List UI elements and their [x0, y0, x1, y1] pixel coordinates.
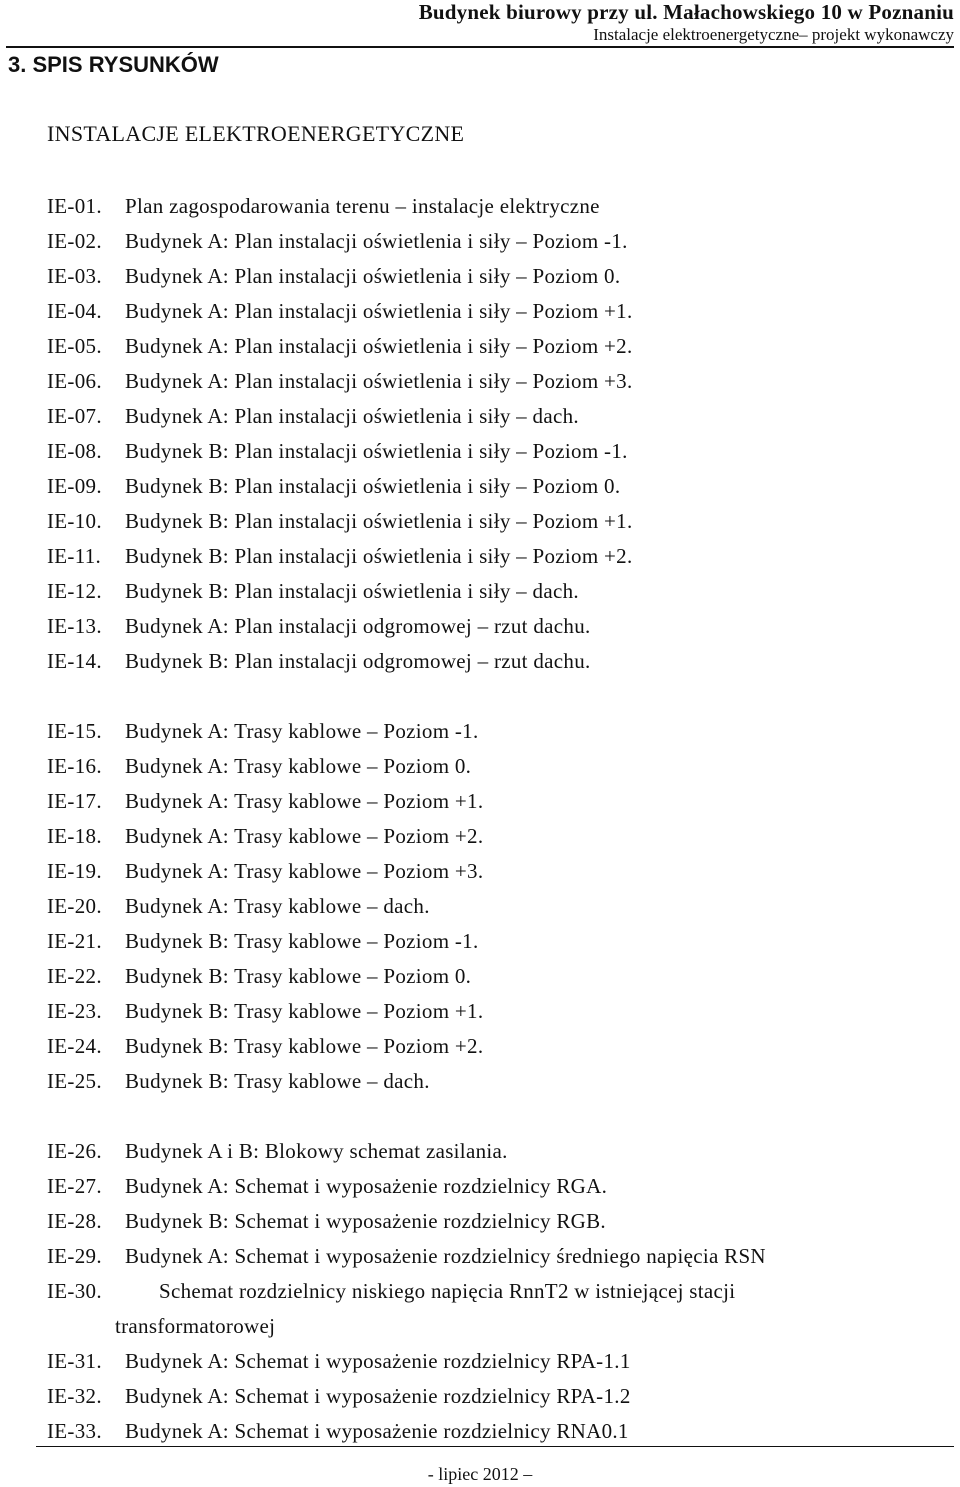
page-footer: - lipiec 2012 – — [427, 1464, 533, 1484]
drawing-list-item — [47, 259, 953, 294]
drawing-number: IE-26. — [47, 1139, 102, 1163]
drawing-list — [47, 189, 953, 1449]
drawing-title: Budynek A i B: Blokowy schemat zasilania. — [125, 1139, 508, 1163]
drawing-title: Budynek B: Trasy kablowe – Poziom -1. — [125, 929, 479, 953]
drawing-title: Budynek A: Plan instalacji odgromowej – rzut dachu. — [125, 614, 591, 638]
drawing-title: Budynek B: Plan instalacji odgromowej – rzut dachu. — [125, 649, 591, 673]
drawing-list-item — [47, 189, 953, 224]
drawing-title: Budynek A: Trasy kablowe – Poziom -1. — [125, 719, 479, 743]
drawing-number: IE-30. — [47, 1279, 102, 1303]
drawing-list-item — [47, 539, 953, 574]
drawing-number: IE-20. — [47, 894, 102, 918]
drawing-number: IE-07. — [47, 404, 102, 428]
section-title: 3. SPIS RYSUNKÓW — [8, 52, 219, 77]
footer-divider — [36, 1446, 954, 1447]
page-header — [0, 0, 954, 45]
drawing-title: Budynek B: Plan instalacji oświetlenia i siły – dach. — [125, 579, 579, 603]
drawing-title: Budynek A: Plan instalacji oświetlenia i siły – dach. — [125, 404, 579, 428]
drawing-title: Budynek A: Plan instalacji oświetlenia i siły – Poziom +1. — [125, 299, 633, 323]
drawing-number: IE-33. — [47, 1419, 102, 1443]
drawing-title: Budynek B: Trasy kablowe – Poziom +1. — [125, 999, 484, 1023]
list-heading: INSTALACJE ELEKTROENERGETYCZNE — [47, 121, 465, 146]
drawing-number: IE-10. — [47, 509, 102, 533]
drawing-title: Budynek A: Trasy kablowe – Poziom +1. — [125, 789, 484, 813]
drawing-title: Budynek A: Plan instalacji oświetlenia i siły – Poziom +3. — [125, 369, 633, 393]
drawing-title: Plan zagospodarowania terenu – instalacje elektryczne — [125, 194, 600, 218]
drawing-title: Budynek A: Schemat i wyposażenie rozdzielnicy średniego napięcia RSN — [125, 1244, 766, 1268]
drawing-title: Budynek A: Plan instalacji oświetlenia i siły – Poziom 0. — [125, 264, 621, 288]
drawing-number: IE-11. — [47, 544, 102, 568]
drawing-number: IE-15. — [47, 719, 102, 743]
drawing-list-item — [47, 784, 953, 819]
drawing-number: IE-13. — [47, 614, 102, 638]
drawing-number: IE-17. — [47, 789, 102, 813]
drawing-number: IE-31. — [47, 1349, 102, 1373]
drawing-list-item — [47, 819, 953, 854]
drawing-number: IE-18. — [47, 824, 102, 848]
drawing-list-item — [47, 574, 953, 609]
drawing-list-item — [47, 294, 953, 329]
drawing-list-item — [47, 889, 953, 924]
drawing-title: Budynek A: Trasy kablowe – Poziom +3. — [125, 859, 484, 883]
drawing-title: Budynek A: Trasy kablowe – Poziom 0. — [125, 754, 472, 778]
drawing-list-item — [47, 329, 953, 364]
drawing-list-item — [47, 1029, 953, 1064]
drawing-list-item — [47, 1379, 953, 1414]
header-divider — [6, 46, 954, 48]
drawing-title: Budynek A: Trasy kablowe – dach. — [125, 894, 430, 918]
drawing-number: IE-24. — [47, 1034, 102, 1058]
drawing-title: Budynek A: Schemat i wyposażenie rozdzielnicy RGA. — [125, 1174, 608, 1198]
drawing-number: IE-16. — [47, 754, 102, 778]
drawing-number: IE-23. — [47, 999, 102, 1023]
drawing-number: IE-29. — [47, 1244, 102, 1268]
drawing-list-item — [47, 1344, 953, 1379]
drawing-number: IE-08. — [47, 439, 102, 463]
drawing-list-item — [47, 854, 953, 889]
drawing-list-item — [47, 1414, 953, 1449]
drawing-title: Budynek B: Plan instalacji oświetlenia i siły – Poziom +1. — [125, 509, 633, 533]
drawing-number: IE-28. — [47, 1209, 102, 1233]
drawing-list-item — [47, 364, 953, 399]
drawing-list-item — [47, 749, 953, 784]
drawing-list-item — [47, 1134, 953, 1169]
drawing-title: Budynek A: Schemat i wyposażenie rozdzielnicy RNA0.1 — [125, 1419, 629, 1443]
drawing-number: IE-06. — [47, 369, 102, 393]
drawing-number: IE-19. — [47, 859, 102, 883]
drawing-title: Budynek A: Schemat i wyposażenie rozdzielnicy RPA-1.1 — [125, 1349, 631, 1373]
drawing-number: IE-21. — [47, 929, 102, 953]
drawing-list-item — [47, 399, 953, 434]
drawing-number: IE-02. — [47, 229, 102, 253]
drawing-list-item — [47, 994, 953, 1029]
drawing-title: Schemat rozdzielnicy niskiego napięcia RnnT2 w istniejącej stacji — [159, 1279, 736, 1303]
drawing-title: Budynek B: Plan instalacji oświetlenia i siły – Poziom 0. — [125, 474, 621, 498]
drawing-list-item — [47, 714, 953, 749]
drawing-list-item — [47, 959, 953, 994]
drawing-title: Budynek B: Plan instalacji oświetlenia i siły – Poziom -1. — [125, 439, 628, 463]
drawing-title: Budynek B: Trasy kablowe – dach. — [125, 1069, 430, 1093]
drawing-group — [47, 189, 953, 679]
drawing-number: IE-22. — [47, 964, 102, 988]
drawing-list-item — [47, 644, 953, 679]
drawing-list-item — [47, 1239, 953, 1274]
drawing-list-item — [47, 469, 953, 504]
drawing-title: Budynek A: Trasy kablowe – Poziom +2. — [125, 824, 484, 848]
drawing-list-item — [47, 434, 953, 469]
drawing-number: IE-05. — [47, 334, 102, 358]
drawing-list-item — [47, 1274, 953, 1309]
drawing-title: Budynek A: Schemat i wyposażenie rozdzielnicy RPA-1.2 — [125, 1384, 631, 1408]
drawing-group — [47, 714, 953, 1099]
drawing-group — [47, 1134, 953, 1449]
drawing-list-item — [47, 224, 953, 259]
drawing-number: IE-27. — [47, 1174, 102, 1198]
drawing-list-item — [47, 924, 953, 959]
drawing-number: IE-01. — [47, 194, 102, 218]
drawing-title: Budynek B: Trasy kablowe – Poziom 0. — [125, 964, 472, 988]
drawing-title: Budynek B: Trasy kablowe – Poziom +2. — [125, 1034, 484, 1058]
drawing-list-item — [47, 504, 953, 539]
drawing-number: IE-14. — [47, 649, 102, 673]
drawing-number: IE-03. — [47, 264, 102, 288]
drawing-number: IE-25. — [47, 1069, 102, 1093]
header-project-title: Budynek biurowy przy ul. Małachowskiego 10 w Poznaniu — [418, 0, 954, 24]
drawing-title-continuation: transformatorowej — [115, 1314, 276, 1338]
drawing-list-item — [47, 1064, 953, 1099]
drawing-title: Budynek A: Plan instalacji oświetlenia i siły – Poziom -1. — [125, 229, 628, 253]
drawing-list-item — [47, 1204, 953, 1239]
drawing-title: Budynek B: Schemat i wyposażenie rozdzielnicy RGB. — [125, 1209, 606, 1233]
drawing-number: IE-09. — [47, 474, 102, 498]
drawing-title: Budynek B: Plan instalacji oświetlenia i siły – Poziom +2. — [125, 544, 633, 568]
drawing-list-item — [47, 609, 953, 644]
drawing-number: IE-04. — [47, 299, 102, 323]
drawing-number: IE-12. — [47, 579, 102, 603]
header-project-subtitle: Instalacje elektroenergetyczne– projekt wykonawczy — [593, 25, 954, 44]
drawing-title: Budynek A: Plan instalacji oświetlenia i siły – Poziom +2. — [125, 334, 633, 358]
drawing-number: IE-32. — [47, 1384, 102, 1408]
drawing-list-item — [47, 1169, 953, 1204]
